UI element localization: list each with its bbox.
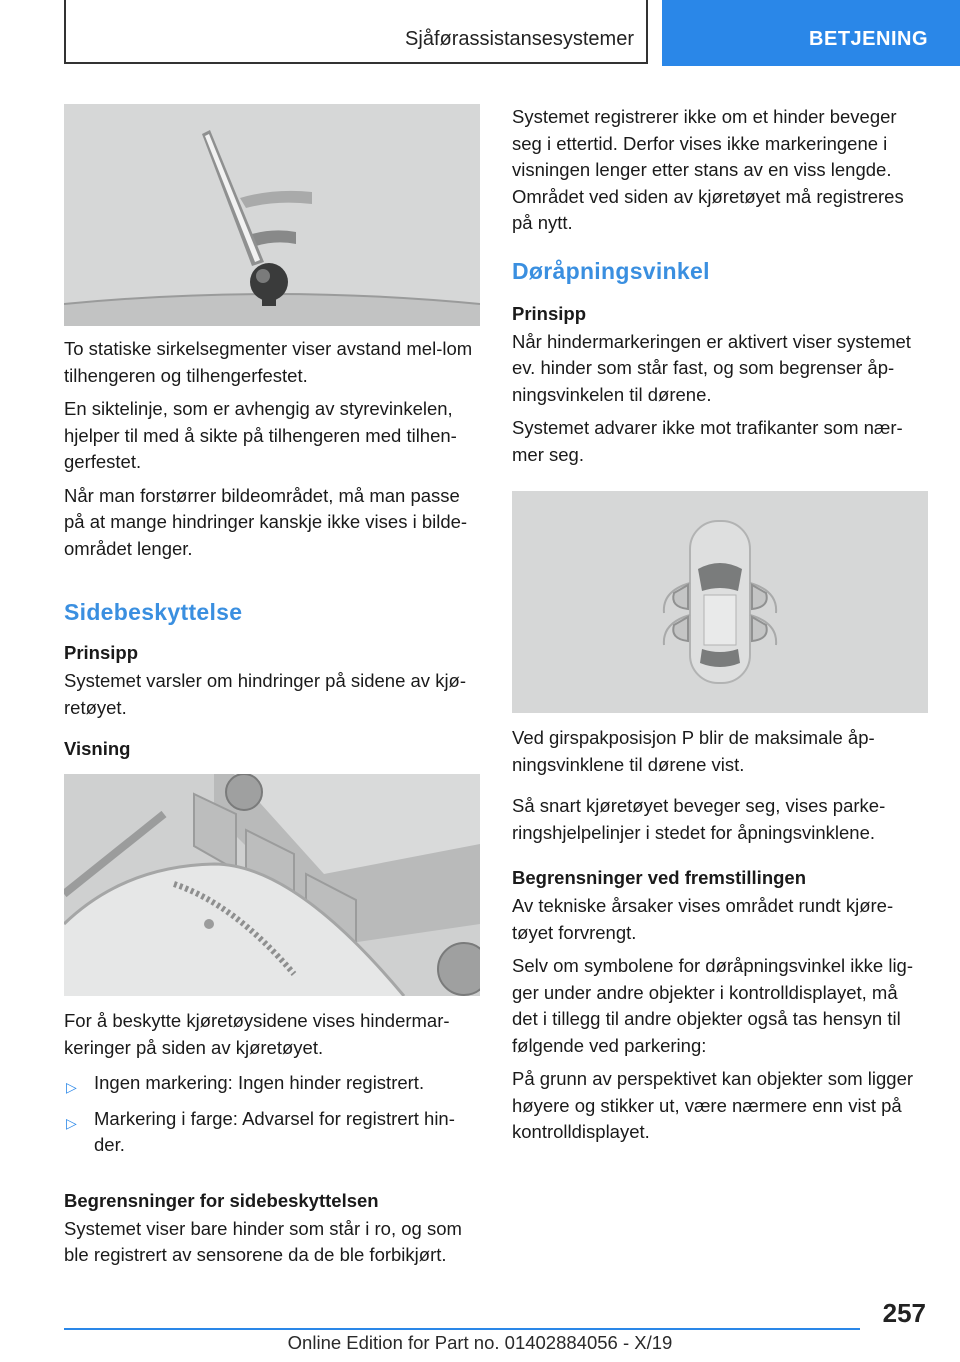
paragraph: Systemet viser bare hinder som står i ro, og som ble registrert av sensorene da de ble forbikjørt. [64,1217,462,1265]
paragraph: En siktelinje, som er avhengig av styrevinkelen, hjelper til med å sikte på tilhengeren med tilhen‐gerfestet. [64,398,457,472]
triangle-bullet-icon: ▷ [66,1079,77,1095]
left-column [64,104,480,1276]
triangle-bullet-icon: ▷ [66,1114,77,1131]
paragraph: Systemet varsler om hindringer på sidene av kjø‐retøyet. [64,670,467,718]
side-protection-figure [64,774,480,996]
subheading-begrensninger-fremstillingen: Begrensninger ved fremstillingen [512,867,807,888]
paragraph: På grunn av perspektivet kan objekter som ligger høyere og stikker ut, være nærmere enn vist på kontrolldisplayet. [512,1068,914,1142]
paragraph: Når man forstørrer bildeområdet, må man passe på at mange hindringer kanskje ikke vises i bilde‐området lenger. [64,484,468,559]
paragraph: Systemet registrerer ikke om et hinder beveger seg i ettertid. Derfor vises ikke markeringene i visningen lenger etter stans av en viss lengde. Området ved siden av kjøretøyet må registreres på nytt. [512,106,904,233]
page-number: 257 [882,1298,926,1328]
list-item-text: Ingen markering: Ingen hinder registrert. [94,1072,425,1093]
header-chapter-label: BETJENING [809,28,928,50]
paragraph: Når hindermarkeringen er aktivert viser systemet ev. hinder som står fast, og som begrenser åp‐ningsvinkelen til dørene. [512,330,911,405]
paragraph: Ved girspakposisjon P blir de maksimale åp‐ningsvinklene til dørene vist. [512,727,875,775]
paragraph: For å beskytte kjøretøysidene vises hindermar‐keringer på siden av kjøretøyet. [64,1010,450,1058]
list-item [64,1106,480,1159]
paragraph: Så snart kjøretøyet beveger seg, vises parke‐ringshjelpelinjer i stedet for åpningsvinklene. [512,795,886,843]
header-section-box [64,0,648,64]
header-section-title: Sjåførassistansesystemer [405,28,634,50]
subheading-begrensninger-sidebeskyttelse: Begrensninger for sidebeskyttelsen [64,1189,379,1211]
paragraph: To statiske sirkelsegmenter viser avstand mel‐lom tilhengeren og tilhengerfestet. [64,338,473,386]
subheading-prinsipp: Prinsipp [64,642,139,663]
paragraph: Selv om symbolene for døråpningsvinkel ikke lig‐ger under andre objekter i kontrolldisplayet, må det i tillegg til andre objekter også tas hensyn til følgende ved parkering: [512,955,914,1056]
list-item [64,1070,480,1097]
paragraph: Av tekniske årsaker vises området rundt kjøre‐tøyet forvrengt. [512,895,894,943]
trailer-hitch-figure [64,104,480,326]
right-column [512,104,928,1153]
section-heading-sidebeskyttelse: Sidebeskyttelse [64,599,243,625]
subheading-prinsipp: Prinsipp [512,302,587,324]
header-chapter-tab[interactable] [662,0,960,66]
footer-edition: Online Edition for Part no. 01402884056 - X/19 [287,1332,673,1353]
list-item-text: Markering i farge: Advarsel for registrert hin‐der. [94,1107,455,1155]
footer-divider [64,1328,860,1330]
paragraph: Systemet advarer ikke mot trafikanter som nær‐mer seg. [512,417,903,465]
section-heading-doraapningsvinkel: Døråpningsvinkel [512,257,710,284]
marking-list [64,1070,480,1159]
door-angle-figure [512,491,928,713]
subheading-visning: Visning [64,738,131,759]
